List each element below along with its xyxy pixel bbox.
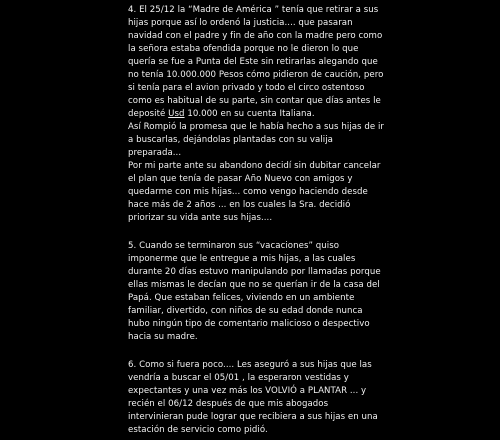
text-line: durante 20 días estuvo manipulando por llamadas porque bbox=[128, 267, 381, 277]
text-line: ellas mismas le decían que no se querían ir de la casa del bbox=[128, 280, 380, 290]
text-line: el plan que tenía de pasar Año Nuevo con amigos y bbox=[128, 174, 353, 184]
text-line: la señora estaba ofendida porque no le dieron lo que bbox=[128, 44, 359, 54]
text-line: hijas porque así lo ordenó la justicia.... que pasaran bbox=[128, 18, 353, 28]
text-line: Papá. Que estaban felices, viviendo en un ambiente bbox=[128, 293, 355, 303]
text-line: estación de servicio como pidió. bbox=[128, 425, 268, 435]
text-line: deposité Usd 10.000 en su cuenta Italiana. bbox=[128, 109, 315, 119]
text-line: no tenía 10.000.000 Pesos cómo pidieron de caución, pero bbox=[128, 70, 384, 80]
text-line: si tenía para el avion privado y todo el circo ostentoso bbox=[128, 83, 365, 93]
text-line: imponerme que le entregue a mis hijas, a las cuales bbox=[128, 254, 356, 264]
text-line: hubo ningún tipo de comentario malicioso o despectivo bbox=[128, 319, 370, 329]
text-line: como es habitual de su parte, sin contar que días antes le bbox=[128, 96, 381, 106]
text-line: priorizar su vida ante sus hijas.... bbox=[128, 213, 273, 223]
text-line: intervinieran pude lograr que recibiera a sus hijas en una bbox=[128, 412, 378, 422]
text-line: familiar, divertido, con niños de su edad donde nunca bbox=[128, 306, 363, 316]
text-line: Por mi parte ante su abandono decidí sin dubitar cancelar bbox=[128, 161, 381, 171]
text-line: navidad con el padre y fin de año con la madre pero como bbox=[128, 31, 383, 41]
text-line: 6. Como si fuera poco.... Les aseguró a sus hijas que las bbox=[128, 360, 372, 370]
document-page bbox=[128, 0, 480, 440]
text-line: preparada... bbox=[128, 148, 182, 158]
text-line: vendría a buscar el 05/01 , la esperaron vestidas y bbox=[128, 373, 349, 383]
text-line: hace más de 2 años ... en los cuales la Sra. decidió bbox=[128, 200, 351, 210]
text-line: hacia su madre. bbox=[128, 332, 198, 342]
text-line: a buscarlas, dejándolas plantadas con su valija bbox=[128, 135, 333, 145]
text-line: 4. El 25/12 la “Madre de América ” tenía que retirar a sus bbox=[128, 5, 379, 15]
text-line: Así Rompió la promesa que le había hecho a sus hijas de ir bbox=[128, 122, 384, 132]
text-line: recién el 06/12 después de que mis abogados bbox=[128, 399, 329, 409]
text-line: expectantes y una vez más los VOLVIÓ a PLANTAR ... y bbox=[128, 386, 367, 396]
text-line: quería se fue a Punta del Este sin retirarlas alegando que bbox=[128, 57, 378, 67]
underlined-currency: Usd bbox=[168, 109, 185, 119]
text-line: quedarme con mis hijas... como vengo haciendo desde bbox=[128, 187, 368, 197]
text-line: 5. Cuando se terminaron sus “vacaciones” quiso bbox=[128, 241, 340, 251]
